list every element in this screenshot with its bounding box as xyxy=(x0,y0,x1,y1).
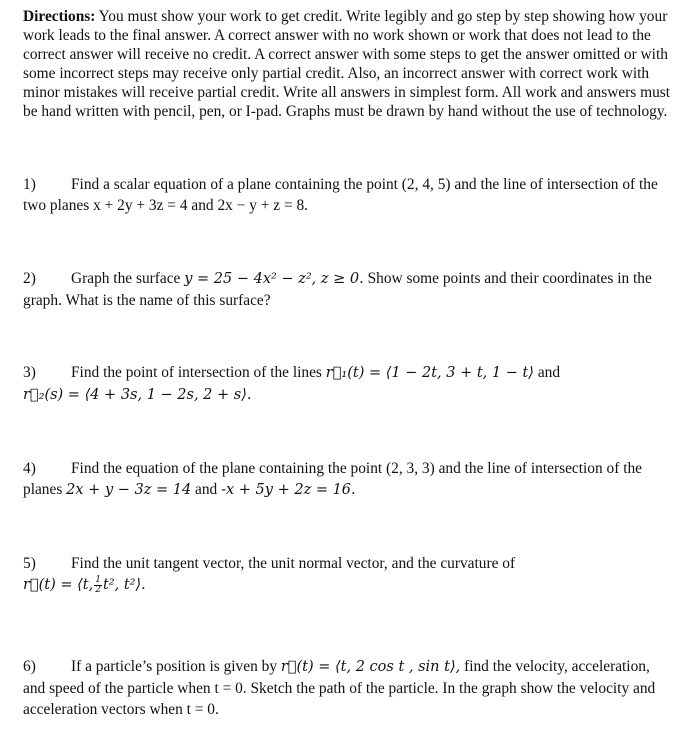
problem-number: 1) xyxy=(23,176,36,193)
position-equation: r⃗(t) = ⟨t, 2 cos t , sin t⟩, xyxy=(280,659,461,675)
problem-6 xyxy=(23,656,673,720)
problem-number: 6) xyxy=(23,658,36,675)
problem-text-mid: and xyxy=(533,364,561,381)
problem-text-before: If a particle’s position is given by xyxy=(71,658,281,675)
problem-number: 2) xyxy=(23,270,36,287)
directions-text: You must show your work to get credit. Write legibly and go step by step showing how your work leads to the final answer. A correct answer with no work shown or work that does not lead to the correct answer will receive no credit. A correct answer with some steps to get the answer omitted or with some incorrect steps may receive only partial credit. Also, an incorrect answer with correct work with minor mistakes will receive partial credit. Write all answers in simplest form. All work and answers must be hand written with pencil, pen, or I-pad. Graphs must be drawn by hand without the use of technology. xyxy=(23,8,671,120)
problem-5 xyxy=(23,553,673,596)
problem-number: 4) xyxy=(23,460,36,477)
problem-number: 3) xyxy=(23,364,36,381)
directions-label: Directions: xyxy=(23,8,96,25)
problem-text-before: Find the point of intersection of the lines xyxy=(71,364,326,381)
curve-equation-tail: t², t²⟩. xyxy=(102,577,146,593)
problem-text-before: Find the unit tangent vector, the unit normal vector, and the curvature of xyxy=(71,555,516,572)
problem-3 xyxy=(23,362,673,406)
curve-equation-lead: r⃗(t) = ⟨t, xyxy=(23,577,94,593)
plane-1-equation: 2x + y − 3z = 14 xyxy=(66,482,192,498)
curve-equation xyxy=(23,574,146,595)
fraction-numerator: 1 xyxy=(95,574,101,585)
surface-equation: y = 25 − 4x² − z², z ≥ 0. xyxy=(184,271,364,287)
problem-2 xyxy=(23,268,673,311)
fraction-denominator: 2 xyxy=(95,584,101,595)
problem-1 xyxy=(23,174,673,216)
fraction-one-half xyxy=(94,576,102,595)
problem-number: 5) xyxy=(23,555,36,572)
directions-paragraph xyxy=(23,8,678,121)
problem-text-before: Find the equation of the plane containing the point (2, 3, 3) and the line of intersection of the planes xyxy=(23,460,643,498)
line-2-equation: r⃗₂(s) = ⟨4 + 3s, 1 − 2s, 2 + s⟩. xyxy=(23,387,252,403)
problem-text: Find a scalar equation of a plane containing the point (2, 4, 5) and the line of intersection of the two planes x + 2y + 3z = 4 and 2x − y + z = 8. xyxy=(23,176,658,214)
problem-text-mid: and xyxy=(191,481,222,498)
problem-4 xyxy=(23,458,673,501)
line-1-equation: r⃗₁(t) = ⟨1 − 2t, 3 + t, 1 − t⟩ xyxy=(325,365,534,381)
plane-2-equation: -x + 5y + 2z = 16. xyxy=(221,482,356,498)
problem-text-after: find the velocity, acceleration, and speed of the particle when t = 0. Sketch the path of the particle. In the graph show the velocity and acceleration vectors when t = 0. xyxy=(23,658,656,718)
problem-text-before: Graph the surface xyxy=(71,270,185,287)
problem-text-after: Show some points and their coordinates in the graph. What is the name of this surface? xyxy=(23,270,652,309)
